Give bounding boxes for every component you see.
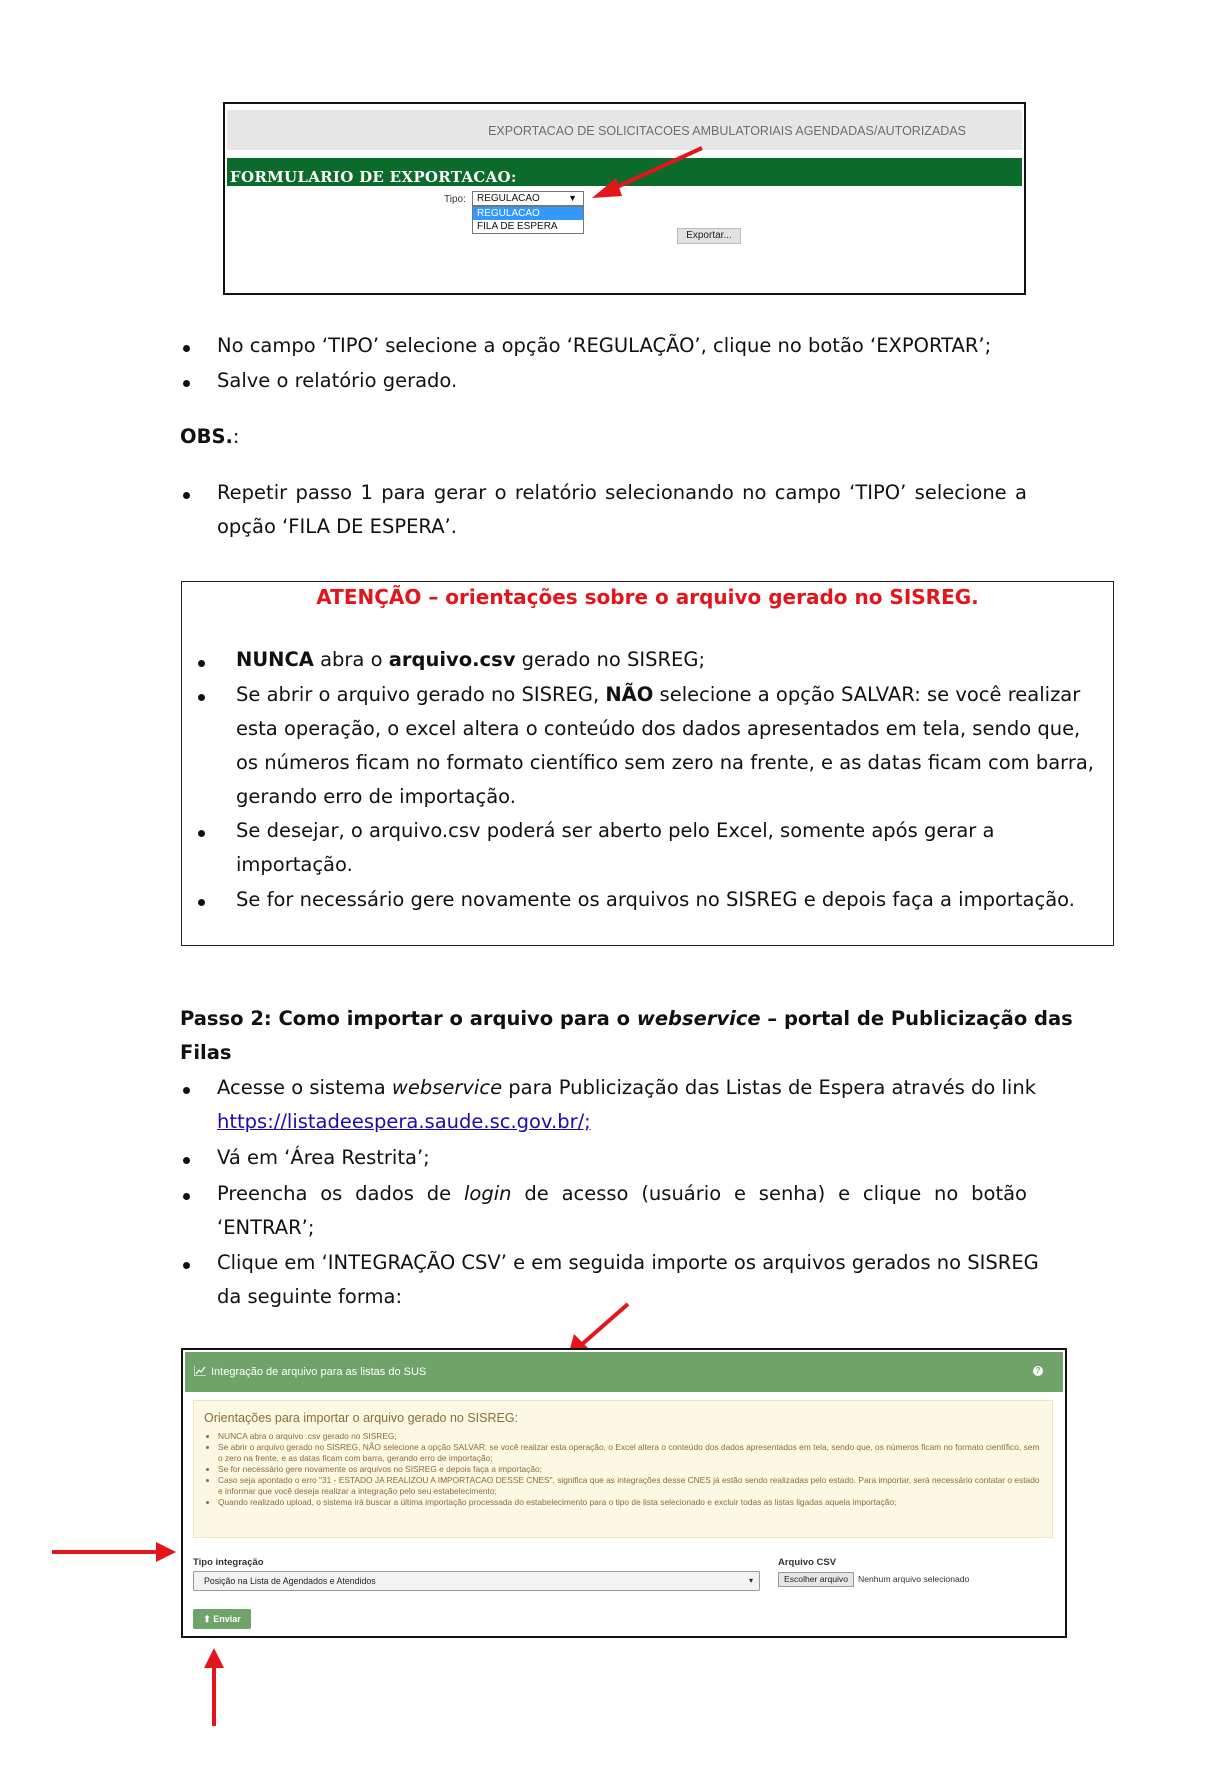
panel-title: Integração de arquivo para as listas do SUS bbox=[211, 1366, 427, 1378]
passo2-heading-line1: Passo 2: Como importar o arquivo para o webservice – portal de Publicização das bbox=[180, 1007, 1073, 1030]
tipo-integracao-select[interactable] bbox=[193, 1571, 760, 1591]
instructions-alert bbox=[193, 1400, 1053, 1538]
tipo-label: Tipo: bbox=[444, 194, 466, 205]
attention-item-2-line2: esta operação, o excel altera o conteúdo dos dados apresentados em tela, sendo que, bbox=[236, 717, 1081, 740]
attention-item-3-line2: importação. bbox=[236, 853, 353, 876]
form-title: FORMULARIO DE EXPORTACAO: bbox=[230, 168, 517, 186]
bullet-icon bbox=[183, 492, 190, 499]
alert-list bbox=[206, 1431, 1042, 1508]
obs-text-line2: opção ‘FILA DE ESPERA’. bbox=[217, 515, 457, 538]
chevron-down-icon: ▾ bbox=[748, 1576, 753, 1585]
step-text: No campo ‘TIPO’ selecione a opção ‘REGULAÇÃO’, clique no botão ‘EXPORTAR’; bbox=[217, 334, 992, 357]
bullet-icon bbox=[183, 1157, 190, 1164]
tipo-option-regulacao[interactable]: REGULACAO bbox=[473, 207, 583, 220]
alert-item: • Se abrir o arquivo gerado no SISREG, NÃO selecione a opção SALVAR: se você realizar esta operação, o Excel altera o conteúdo dos dados apresentados em tela, sendo que, os números ficam no formato científico, sem o zero na frente, e as datas ficam com barra, gerando erro de importação; bbox=[218, 1442, 1042, 1464]
dropdown-arrow-icon: ▼ bbox=[568, 193, 577, 203]
help-icon[interactable]: ? bbox=[1033, 1366, 1043, 1376]
passo2-step-3-line2: ‘ENTRAR’; bbox=[217, 1216, 315, 1239]
attention-item-2-line1: Se abrir o arquivo gerado no SISREG, NÃO selecione a opção SALVAR: se você realizar bbox=[236, 683, 1081, 706]
panel-header bbox=[185, 1352, 1063, 1392]
alert-title: Orientações para importar o arquivo gerado no SISREG: bbox=[204, 1411, 519, 1425]
tipo-options bbox=[472, 206, 584, 234]
bullet-icon bbox=[198, 899, 205, 906]
upload-icon: ⬆ bbox=[203, 1614, 211, 1624]
integration-panel-screenshot bbox=[181, 1348, 1067, 1638]
tipo-select-value: REGULACAO bbox=[477, 193, 540, 204]
listadeespera-link[interactable]: https://listadeespera.saude.sc.gov.br/; bbox=[217, 1110, 591, 1133]
export-header-title: EXPORTACAO DE SOLICITACOES AMBULATORIAIS AGENDADAS/AUTORIZADAS bbox=[488, 124, 966, 138]
passo2-heading-line2: Filas bbox=[180, 1041, 232, 1064]
obs-heading: OBS.: bbox=[180, 425, 240, 448]
passo2-step-2: Vá em ‘Área Restrita’; bbox=[217, 1146, 430, 1169]
passo2-step-4-line2: da seguinte forma: bbox=[217, 1285, 403, 1308]
bullet-icon bbox=[198, 694, 205, 701]
attention-item-2-line4: gerando erro de importação. bbox=[236, 785, 516, 808]
tipo-select[interactable] bbox=[472, 191, 584, 206]
alert-item: • NUNCA abra o arquivo .csv gerado no SISREG; bbox=[218, 1431, 1042, 1442]
attention-item-2-line3: os números ficam no formato científico sem zero na frente, e as datas ficam com barra, bbox=[236, 751, 1094, 774]
attention-item-3-line1: Se desejar, o arquivo.csv poderá ser aberto pelo Excel, somente após gerar a bbox=[236, 819, 995, 842]
step-text: Salve o relatório gerado. bbox=[217, 369, 458, 392]
export-button[interactable]: Exportar... bbox=[677, 228, 741, 244]
passo2-step-4-line1: Clique em ‘INTEGRAÇÃO CSV’ e em seguida importe os arquivos gerados no SISREG bbox=[217, 1251, 1039, 1274]
bullet-icon bbox=[183, 1193, 190, 1200]
bullet-icon bbox=[198, 830, 205, 837]
red-arrow-icon bbox=[50, 1540, 180, 1564]
tipo-option-fila-de-espera[interactable]: FILA DE ESPERA bbox=[477, 221, 558, 232]
passo2-step-1: Acesse o sistema webservice para Publicização das Listas de Espera através do link bbox=[217, 1076, 1037, 1099]
bullet-icon bbox=[183, 1087, 190, 1094]
send-button[interactable] bbox=[193, 1609, 251, 1629]
bullet-icon bbox=[183, 380, 190, 387]
attention-title: ATENÇÃO – orientações sobre o arquivo gerado no SISREG. bbox=[316, 585, 979, 609]
line-chart-icon bbox=[194, 1366, 206, 1376]
tipo-integracao-label: Tipo integração bbox=[193, 1557, 264, 1568]
alert-item: • Se for necessário gere novamente os arquivos no SISREG e depois faça a importação; bbox=[218, 1464, 1042, 1475]
bullet-icon bbox=[183, 1262, 190, 1269]
red-arrow-icon bbox=[202, 1646, 226, 1728]
alert-item: • Quando realizado upload, o sistema irá buscar a última importação processada do estabelecimento para o tipo de lista selecionado e excluir todas as listas ligadas aquela importação; bbox=[218, 1497, 1042, 1508]
attention-item-1: NUNCA abra o arquivo.csv gerado no SISREG; bbox=[236, 648, 706, 671]
tipo-integracao-value: Posição na Lista de Agendados e Atendidos bbox=[204, 1576, 376, 1586]
choose-file-button[interactable]: Escolher arquivo bbox=[778, 1572, 854, 1587]
bullet-icon bbox=[183, 345, 190, 352]
passo2-step-3-line1: Preencha os dados de login de acesso (usuário e senha) e clique no botão bbox=[217, 1182, 1027, 1205]
arquivo-csv-label: Arquivo CSV bbox=[778, 1557, 837, 1568]
file-status: Nenhum arquivo selecionado bbox=[858, 1574, 970, 1584]
alert-item: • Caso seja apontado o erro "31 - ESTADO JA REALIZOU A IMPORTACAO DESSE CNES", significa que as integrações desse CNES já estão sendo realizadas pelo estado. Para importar, será necessário contatar o estado e informar que você deseja realizar a integração pelo seu estabelecimento; bbox=[218, 1475, 1042, 1497]
attention-item-4: Se for necessário gere novamente os arquivos no SISREG e depois faça a importação. bbox=[236, 888, 1075, 911]
bullet-icon bbox=[198, 660, 205, 667]
obs-text-line1: Repetir passo 1 para gerar o relatório selecionando no campo ‘TIPO’ selecione a bbox=[217, 481, 1027, 504]
send-button-label: Enviar bbox=[213, 1614, 241, 1624]
red-arrow-icon bbox=[580, 140, 720, 205]
